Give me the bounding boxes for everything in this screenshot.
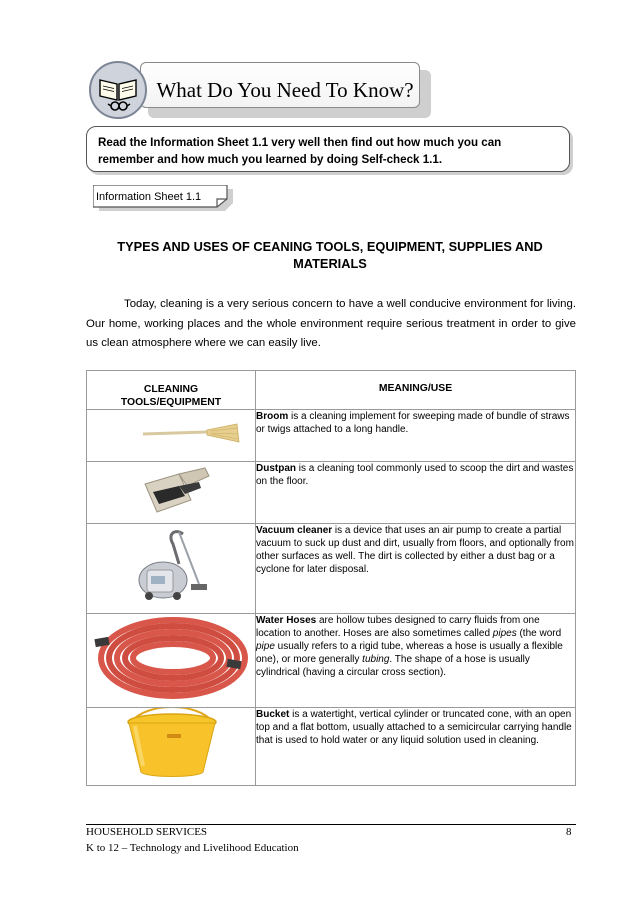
footer-divider (86, 824, 576, 825)
tool-description (256, 410, 576, 462)
footer-title: HOUSEHOLD SERVICES (86, 826, 208, 838)
book-icon (88, 60, 148, 120)
tool-name: Broom (256, 411, 289, 422)
col-header-tools-line-1: CLEANING (143, 384, 199, 395)
tool-text-em: pipe (256, 641, 275, 652)
heading-line-2: MATERIALS (293, 256, 367, 271)
dustpan-image (87, 462, 255, 518)
table-row (87, 708, 576, 786)
heading-line-1: TYPES AND USES OF CEANING TOOLS, EQUIPMENT, SUPPLIES AND (117, 239, 543, 254)
tool-image-cell (87, 614, 256, 708)
tool-text: (the word (516, 628, 562, 639)
col-header-meaning: MEANING/USE (256, 371, 576, 410)
table-row (87, 524, 576, 614)
tool-text: is a cleaning implement for sweeping made of bundle of straws or twigs attached to a long handle. (256, 411, 570, 435)
tool-name: Water Hoses (256, 615, 317, 626)
tool-description (256, 462, 576, 524)
tool-description (256, 708, 576, 786)
tool-description (256, 524, 576, 614)
tool-name: Bucket (256, 709, 290, 720)
tool-image-cell (87, 708, 256, 786)
table-row (87, 462, 576, 524)
table-row (87, 614, 576, 708)
tool-image-cell (87, 462, 256, 524)
tool-name: Dustpan (256, 463, 296, 474)
intro-paragraph: Today, cleaning is a very serious concern to have a well conducive environment for living. Our home, working places and the whole environment require serious treatment in order to give us clean atmosphere where we can easily live. (86, 298, 576, 349)
broom-image (87, 410, 255, 456)
tool-text: usually refers to a rigid tube, whereas a hose is usually a flexible one), or more generally (256, 641, 563, 665)
tool-text: is a device that uses an air pump to create a partial vacuum to suck up dust and dirt, usually from floors, and optionally from other surfaces as well. The dirt is collected by either a dust bag or a cyclone for later disposal. (256, 525, 574, 575)
footer-subtitle: K to 12 – Technology and Livelihood Education (86, 842, 299, 854)
instruction-line-1: Read the Information Sheet 1.1 very well then find out how much you can (98, 136, 502, 149)
tool-text-em: pipes (492, 628, 517, 639)
page-number: 8 (566, 826, 572, 838)
table-header-row (87, 371, 576, 410)
tool-description (256, 614, 576, 708)
col-header-tools-line-2: TOOLS/EQUIPMENT (120, 397, 222, 408)
vacuum-cleaner-image (87, 524, 255, 608)
tool-text: . The shape of a hose is usually cylindrical (having a circular cross section). (256, 654, 530, 678)
instruction-line-2: remember and how much you learned by doing Self-check 1.1. (98, 153, 443, 166)
tool-text: is a cleaning tool commonly used to scoop the dirt and wastes on the floor. (256, 463, 574, 487)
instruction-text (98, 134, 558, 168)
section-title: What Do You Need To Know? (156, 78, 414, 102)
tools-table (86, 370, 576, 786)
water-hose-image (87, 614, 255, 702)
info-sheet-label: Information Sheet 1.1 (96, 191, 202, 203)
tool-text-em: tubing (362, 654, 390, 665)
tool-name: Vacuum cleaner (256, 525, 333, 536)
tool-text: is a watertight, vertical cylinder or truncated cone, with an open top and a flat bottom, usually attached to a semicircular carrying handle that is used to hold water or any liquid solution used in cleaning. (256, 709, 572, 746)
col-header-tools (87, 371, 256, 410)
tool-text: are hollow tubes designed to carry fluids from one location to another. Hoses are also sometimes called (256, 615, 540, 639)
page-heading (80, 238, 580, 272)
bucket-image (87, 708, 255, 780)
tool-image-cell (87, 410, 256, 462)
tool-image-cell (87, 524, 256, 614)
table-row (87, 410, 576, 462)
